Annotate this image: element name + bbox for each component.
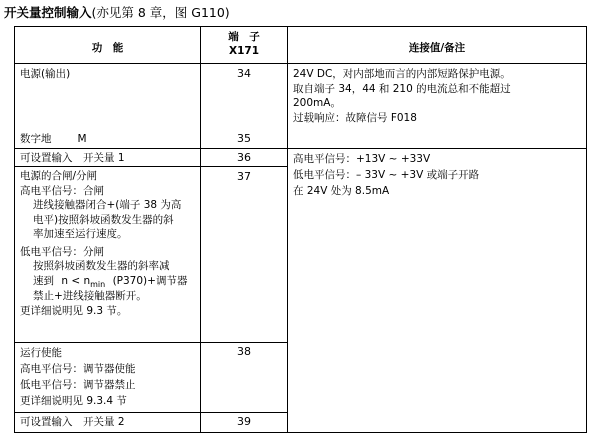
r2-note — [293, 151, 479, 199]
r3-formula-prefix: 速到 — [33, 274, 54, 287]
caption-title: 开关量控制输入 — [4, 5, 92, 20]
r3-line: 电源的合闸/分闸 — [20, 170, 98, 182]
r4-function — [20, 345, 136, 409]
r3-line: 按照斜坡函数发生器的斜率减 — [33, 260, 170, 272]
r3-terminal: 37 — [237, 170, 251, 183]
r1-note-line: 取自端子 34，44 和 210 的电流总和不能超过 — [293, 82, 511, 95]
r1-note-line: 200mA。 — [293, 97, 341, 109]
r2-note-line: 在 24V 处为 8.5mA — [293, 185, 390, 197]
r5-function: 可设置输入 开关量 2 — [20, 416, 125, 428]
r5-terminal: 39 — [237, 415, 251, 428]
r1-terminal: 34 — [237, 67, 251, 80]
r3-line: 更详细说明见 9.3 节。 — [20, 304, 128, 317]
r2-function: 可设置输入 开关量 1 — [20, 152, 125, 164]
header-terminal-code: X171 — [228, 45, 259, 57]
r3-function — [20, 169, 187, 318]
header-terminal — [201, 30, 287, 58]
r3-line: 进线接触器闭合+(端子 38 为高 — [33, 199, 182, 211]
r4-line: 更详细说明见 9.3.4 节 — [20, 395, 127, 407]
r2-note-line: 低电平信号：– 33V ~ +3V 或端子开路 — [293, 169, 480, 181]
r3-line: 率加速至运行速度。 — [33, 228, 128, 240]
r1-note — [293, 67, 511, 125]
r1-note-line: 24V DC，对内部地而言的内部短路保护电源。 — [293, 68, 511, 80]
r3-formula: n < n — [61, 274, 91, 287]
r4-terminal: 38 — [237, 345, 251, 358]
r1-function-2 — [20, 132, 87, 147]
caption-reference: (亦见第 8 章，图 G110) — [91, 5, 230, 20]
r4-line: 低电平信号：调节器禁止 — [20, 379, 136, 391]
r4-line: 运行使能 — [20, 347, 62, 359]
r1-function: 电源(输出) — [20, 68, 71, 80]
header-function: 功 能 — [91, 42, 124, 54]
header-value-note: 连接值/备注 — [408, 42, 466, 54]
r1-function-2-label: 数字地 — [20, 133, 52, 145]
r4-line: 高电平信号：调节器使能 — [20, 363, 136, 375]
header-terminal-label: 端 子 — [228, 31, 260, 43]
r3-formula-line — [20, 274, 187, 290]
r1-terminal-2: 35 — [237, 132, 251, 145]
r1-note-line: 过载响应：故障信号 F018 — [293, 111, 417, 124]
r2-terminal: 36 — [237, 151, 251, 164]
r3-line: 电平)按照斜坡函数发生器的斜 — [33, 213, 174, 226]
r3-formula-suffix: (P370)+调节器 — [112, 274, 188, 287]
r2-note-line: 高电平信号：+13V ~ +33V — [293, 153, 431, 165]
r1-function-2-symbol: M — [77, 133, 87, 145]
r3-formula-subscript: min — [90, 279, 106, 289]
r3-line: 低电平信号：分闸 — [20, 245, 104, 258]
r3-line: 高电平信号：合闸 — [20, 184, 104, 197]
r3-line: 禁止+进线接触器断开。 — [33, 290, 147, 302]
